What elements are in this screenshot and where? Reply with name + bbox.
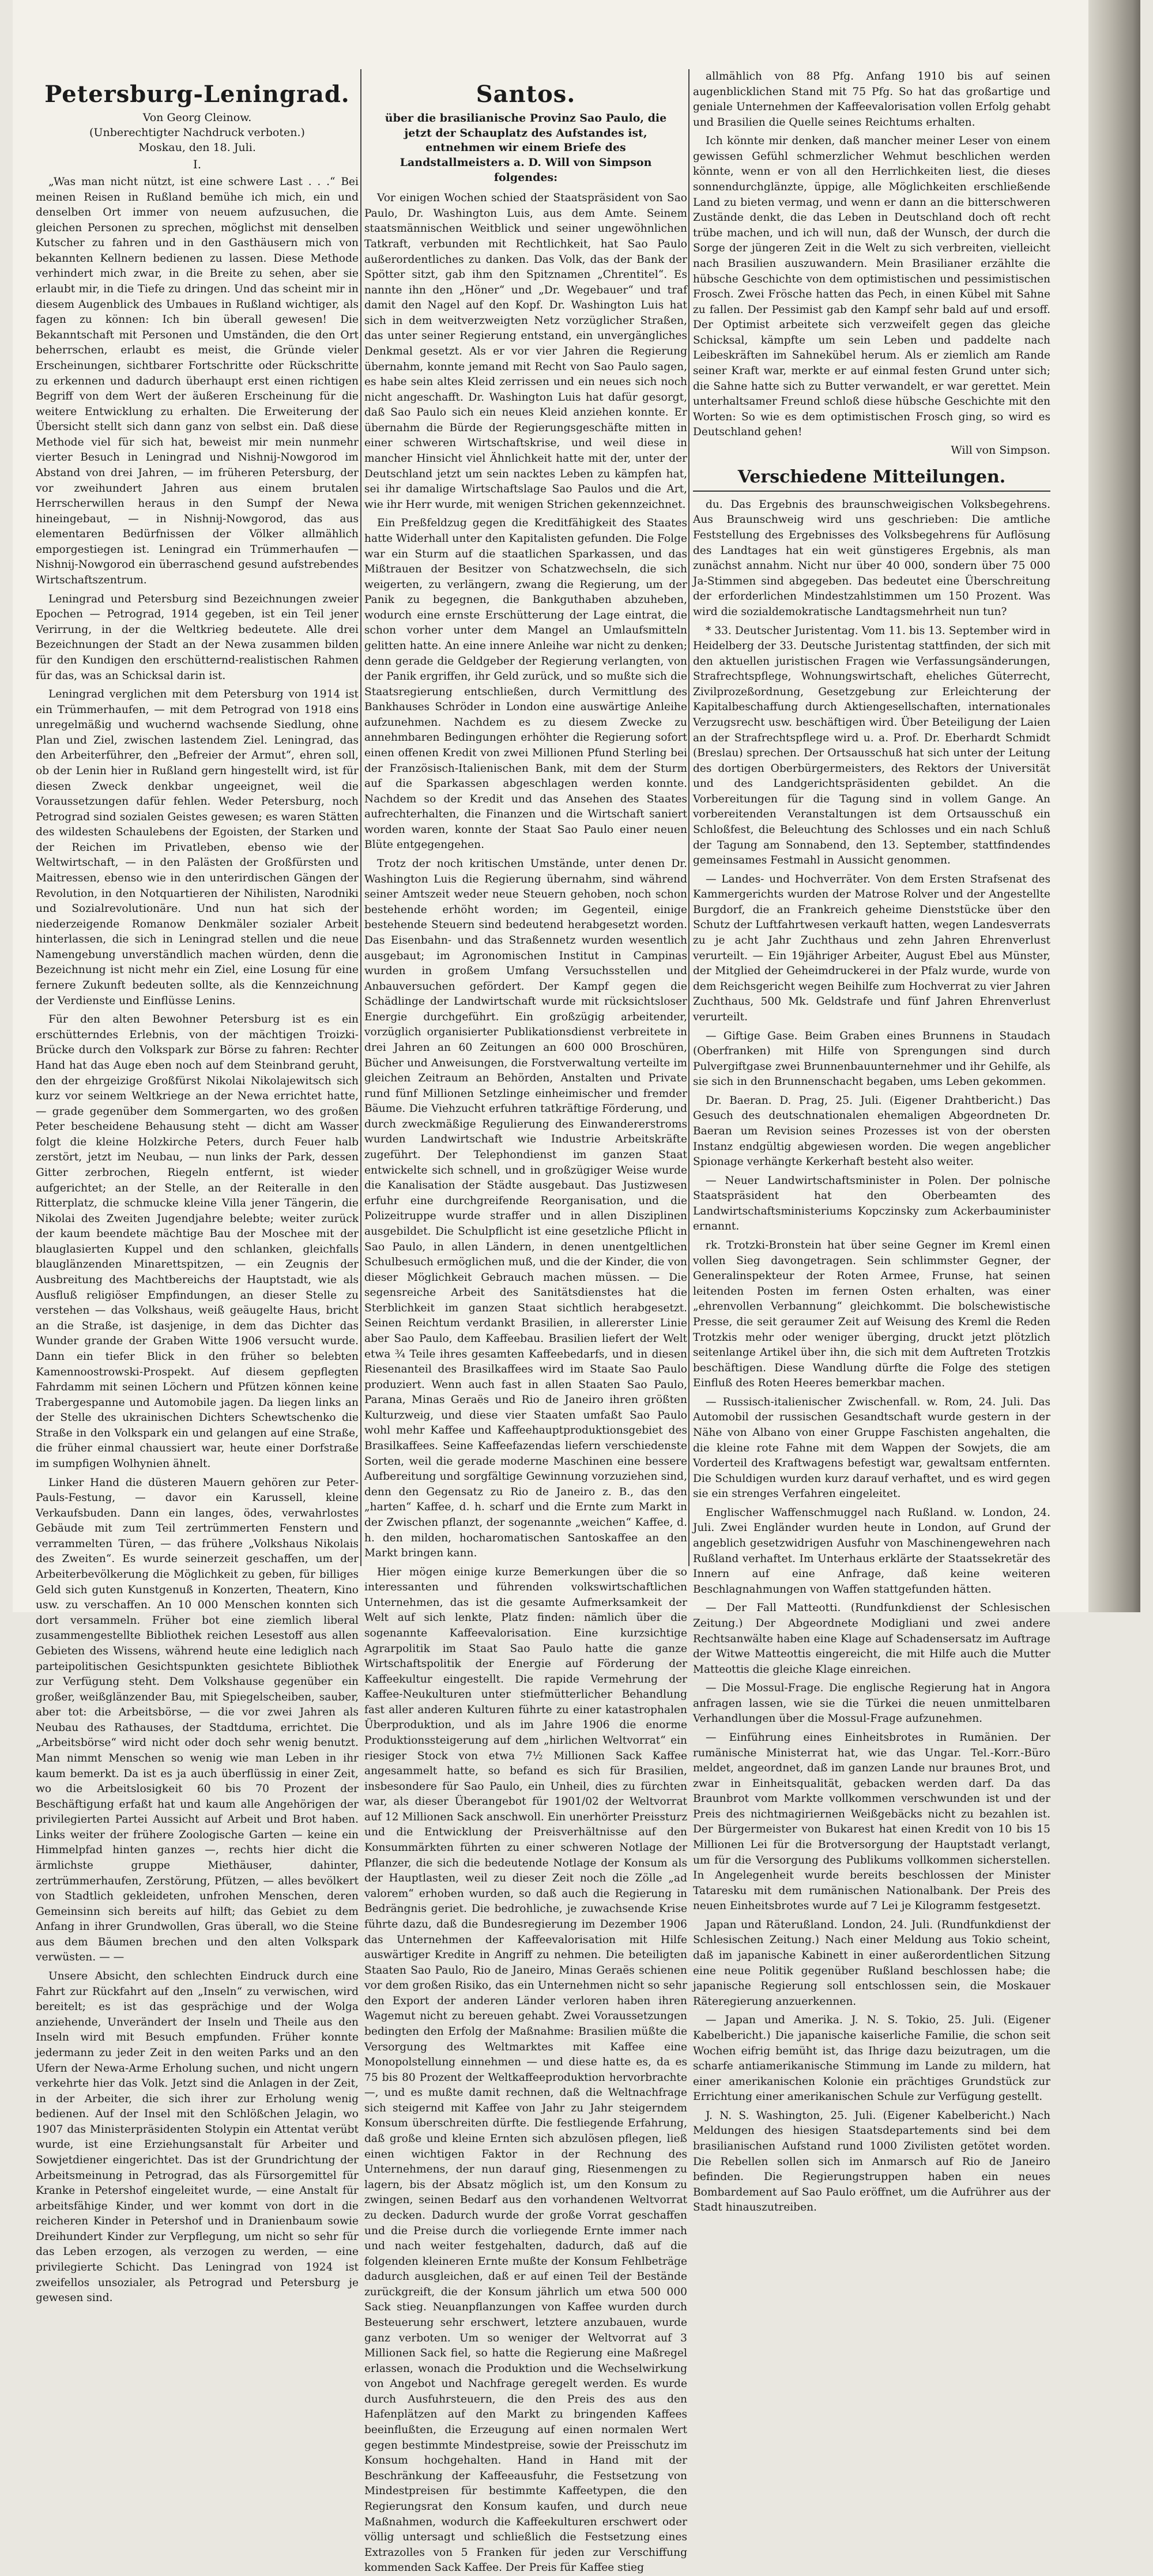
news-item: — Der Fall Matteotti. (Rundfunkdienst der Schlesischen Zeitung.) Der Abgeordnete Modigliani und zwei andere Rechtsanwälte haben eine Klage auf Schadensersatz im Auftrage der Witwe Matteottis eingereicht, die mit Hilfe auch die Mutter Matteottis die gleiche Klage einreichen. [693,1602,1050,1676]
article-lead: über die brasilianische Provinz Sao Paulo, die jetzt der Schauplatz des Aufstandes ist, entnehmen wir einem Briefe des Landstallmeisters a. D. Will von Simpson folgendes: [385,112,667,184]
column-rule [688,69,689,1566]
article-author: Von Georg Cleinow. [142,111,252,124]
paragraph: Trotz der noch kritischen Umstände, unter denen Dr. Washington Luis die Regierung übernahm, sind während seiner Amtszeit weder neue Steuern gehoben, noch schon bestehende erhöht worden; im Gegenteil, einige bestehende Steuern sind bedeutend herabgesetzt worden. Das Eisenbahn- und das Straßennetz wurden wesentlich ausgebaut; im Agronomischen Institut in Campinas wurden in großem Umfang Versuchsstellen und Anbauversuchen gefördert. Der Kampf gegen die Schädlinge der Landwirtschaft wurde mit rücksichtsloser Energie durchgeführt. Ein großzügig arbeitender, vorzüglich organisierter Publikationsdienst verbreitete in drei Jahren an 60 Zeitungen an 600 000 Broschüren, Bücher und Anweisungen, die Forstverwaltung verteilte im gleichen Zeitraum an Behörden, Anstalten und Private rund fünf Millionen Setzlinge einheimischer und fremder Bäume. Die Viehzucht erfuhren tatkräftige Förderung, und durch zweckmäßige Regulierung des Einwandererstroms wurden Landwirtschaft wie Industrie Arbeitskräfte zugeführt. Der Telephondienst im ganzen Staat entwickelte sich schnell, und in großzügiger Weise wurde die Kanalisation der Städte ausgebaut. Das Justizwesen erfuhr eine durchgreifende Reorganisation, und die Polizeitruppe wurde straffer und in allen Disziplinen ausgebildet. Die Schulpflicht ist eine gesetzliche Pflicht in Sao Paulo, in allen Ländern, in denen unentgeltlichen Schulbesuch ermöglichen muß, und die der Kinder, die von dieser Möglichkeit Gebrauch machen müssen. — Die segensreiche Arbeit des Sanitätsdienstes hat die Sterblichkeit im ganzen Staat sichtlich herabgesetzt. Seinen Reichtum verdankt Brasilien, in allererster Linie aber Sao Paulo, dem Kaffeebau. Brasilien liefert der Welt etwa ¾ Teile ihres gesamten Kaffeebedarfs, und in diesen Riesenanteil des Brasilkaffees wird im Staate Sao Paulo produziert. Wenn auch fast in allen Staaten Sao Paulo, Parana, Minas Geraës und Rio de Janeiro ihren größten Kulturzweig, und diese vier Staaten umfaßt Sao Paulo wohl mehr Kaffee und Kaffeehauptproduktionsgebiet des Brasilkaffees. Seine Kaffeefazendas liefern verschiedenste Sorten, weil die gerade moderne Maschinen eine bessere Aufbereitung und sorgfältige Gewinnung vorzuziehen sind, denn den Gegensatz zu Rio de Janeiro z. B., das den „harten“ Kaffee, d. h. scharf und die Ernte zum Markt in der Zwischen pflanzt, der sogenannte „weichen“ Kaffee, d. h. den milden, hocharomatischen Santoskaffee an den Markt bringen kann. [364,858,687,1560]
paragraph: Ein Preßfeldzug gegen die Kreditfähigkeit des Staates hatte Widerhall unter den Kapitalisten gefunden. Die Folge war ein Sturm auf die staatlichen Sparkassen, und das Mißtrauen der Besitzer von Schatzwechseln, die sich weigerten, zu verlängern, zwang die Regierung, um der Panik zu begegnen, die Bankguthaben abzuheben, wodurch eine ernste Erschütterung der Lage eintrat, die schon vorher unter dem Mangel an Umlaufsmitteln gelitten hatte. An eine innere Anleihe war nicht zu denken; denn gerade die Geldgeber der Regierung verlangten, von der Panik ergriffen, ihr Geld zurück, und so mußte sich die Staatsregierung entschließen, durch Vermittlung des Bankhauses Schröder in London eine auswärtige Anleihe aufzunehmen. Nachdem es zu diesem Zwecke zu annehmbaren Bedingungen erhöhter die Regierung sofort einen offenen Kredit von zwei Millionen Pfund Sterling bei der Französisch-Italienischen Bank, mit dem der Sturm auf die Sparkassen abgeschlagen werden konnte. Nachdem so der Kredit und das Ansehen des Staates aufrechterhalten, die Finanzen und die Wirtschaft saniert worden waren, konnte der Staat Sao Paulo einer neuen Blüte entgegengehen. [364,517,687,851]
newspaper-page [13,0,1140,2574]
news-item: — Landes- und Hochverräter. Von dem Ersten Strafsenat des Kammergerichts wurden der Matrose Rolver und der Angestellte Burgdorf, die an Frankreich geheime Dienststücke über den Schutz der Luftfahrtwesen verkauft hatten, wegen Landesverrats zu je acht Jahr Zuchthaus und zehn Jahren Ehrenverlust verurteilt. — Ein 19jähriger Arbeiter, August Ebel aus Münster, der Mitglied der Geheimdruckerei in der Pfalz wurde, wurde von dem Reichsgericht wegen Beihilfe zum Hochverrat zu vier Jahren Zuchthaus, 500 Mk. Geldstrafe und fünf Jahren Ehrenverlust verurteilt. [693,873,1051,1023]
news-item: — Neuer Landwirtschaftsminister in Polen. Der polnische Staatspräsident hat den Oberbeamten des Landwirtschaftsministeriums Kopczinsky zum Ackerbauminister ernannt. [693,1174,1050,1233]
signature: Will von Simpson. [951,443,1050,457]
news-item: du. Das Ergebnis des braunschweigischen Volksbegehrens. Aus Braunschweig wird uns geschrieben: Die amtliche Feststellung des Ergebnisses des Volksbegehrens für Auflösung des Landtages hat ein weit günstigeres Ergebnis, als man zunächst annahm. Nicht nur über 40 000, sondern über 75 000 Ja-Stimmen sind abgegeben. Das bedeutet eine Überschreitung der erforderlichen Mindestzahlstimmen um 150 Prozent. Was wird die sozialdemokratische Landtagsmehrheit nun tun? [693,498,1050,618]
section-number: I. [193,157,202,171]
paragraph: allmählich von 88 Pfg. Anfang 1910 bis auf seinen augenblicklichen Stand mit 75 Pfg. So hat das großartige und geniale Unternehmen der Kaffeevalorisation vollen Erfolg gehabt und Brasilien die Quelle seines Reichtums erhalten. [693,70,1050,129]
news-item: rk. Trotzki-Bronstein hat über seine Gegner im Kreml einen vollen Sieg davongetragen. Sein schlimmster Gegner, der Generalinspekteur der Roten Armee, Frunse, hat seinen leitenden Posten im fernen Osten erhalten, was einer „ehrenvollen Verbannung“ gleichkommt. Die bolschewistische Presse, die seit geraumer Zeit auf Weisung des Kreml die Reden Trotzkis mehr oder weniger überging, druckt jetzt plötzlich seitenlange Artikel über ihn, die sich mit dem Auftreten Trotzkis beschäftigen. Diese Wandlung dürfte die Folge des stetigen Einfluß des Roten Heeres bemerkbar machen. [693,1239,1050,1390]
book-binding [1088,0,1140,1612]
news-item: Japan und Räterußland. London, 24. Juli. (Rundfunkdienst der Schlesischen Zeitung.) Nach einer Meldung aus Tokio scheint, daß im japanische Kabinett in einer außerordentlichen Sitzung eine neue Politik gegenüber Rußland beschlossen habe; die japanische Regierung soll entschlossen sein, die Moskauer Räteregierung anzuerkennen. [693,1918,1050,2008]
news-item: J. N. S. Washington, 25. Juli. (Eigener Kabelbericht.) Nach Meldungen des hiesigen Staatsdepartements sind bei dem brasilianischen Aufstand rund 1000 Zivilisten getötet worden. Die Rebellen sollen sich im Anmarsch auf Rio de Janeiro befinden. Die Regierungstruppen haben ein neues Bombardement auf Sao Paulo eröffnet, um die Aufrührer aus der Stadt hinauszutreiben. [693,2109,1050,2214]
paragraph: Leningrad verglichen mit dem Petersburg von 1914 ist ein Trümmerhaufen, — mit dem Petrograd von 1918 eins unregelmäßig und wuchernd wachsende Siedlung, ohne Plan und Ziel, zwischen lastendem Ziel. Leningrad, das den Arbeiterführer, den „Befreier der Armut“, ehren soll, ob der Lenin hier in Rußland gern hingestellt wird, ist für diesen Zweck denkbar ungeeignet, weil die Voraussetzungen dafür fehlen. Weder Petersburg, noch Petrograd sind sozialen Geistes gewesen; es waren Stätten des wildesten Schaulebens der Egoisten, der Starken und der Reichen im Privatleben, ebenso wie der Weltwirtschaft, — in den Palästen der Großfürsten und Maitressen, ebenso wie in den unterirdischen Gängen der Revolution, in den Notquartieren der Nihilisten, Narodniki und Sozialrevolutionäre. Und nun hat sich der niederzeigende Romanow Denkmäler sozialer Arbeit hinterlassen, die sich in Leningrad stellen und die neue Namengebung unverständlich machen würden, denn die Bezeichnung ist nicht mehr ein Ziel, eine Losung für eine fernere Zukunft bedeuten sollte, als die Kennzeichnung der Verdienste und Einflüsse Lenins. [36,688,359,1007]
dateline: Moskau, den 18. Juli. [138,141,256,154]
paragraph: Für den alten Bewohner Petersburg ist es ein erschütterndes Erlebnis, von der mächtigen Troizki-Brücke durch den Volkspark zur Börse zu fahren: Rechter Hand hat das Auge eben noch auf dem Steinbrand geruht, den der ehrgeizige Großfürst Nikolai Nikolajewitsch sich kurz vor seinem Weltkriege an der Newa errichtet hatte, — grade gegenüber dem Sommergarten, wo des großen Peter bescheidene Behausung steht — dicht am Wasser folgt die kleine Holzkirche Peters, durch Feuer halb zerstört, jetzt im Neubau, — nun links der Park, dessen Gitter zerbrochen, Riegeln entfernt, ist wieder aufgerichtet; an der Stelle, an der Reiteralle in den Ritterplatz, die schmucke kleine Villa jener Tängerin, die Nikolai des Zweiten Jugendjahre belebte; weiter zurück der kaum beendete mächtige Bau der Moschee mit der blauglasierten Kuppel und den schlanken, gleichfalls blauglänzenden Minarettspitzen, — ein Zeugnis der Ausbreitung des Machtbereichs der Hauptstadt, wie als Ausfluß religiöser Empfindungen, an dieser Stelle zu verstehen — das Volkshaus, weiß geäugelte Haus, bricht an die Straße, ist dasjenige, in dem das Dichter das Wunder grande der Graben Witte 1906 versucht wurde. Dann ein tiefer Blick in den früher so belebten Kamennoostrowski-Prospekt. Auf diesem gepflegten Fahrdamm mit seinen Löchern und Pfützen können keine Trabergespanne und Automobile jagen. Da liegen links an der Stelle des ukrainischen Dichters Schewtschenko die Straße in den Volkspark ein und gelangen auf eine Straße, die früher einmal chaussiert war, heute einer Dorfstraße im sumpfigen Wolhynien ähnelt. [36,1013,359,1470]
news-item: Englischer Waffenschmuggel nach Rußland. w. London, 24. Juli. Zwei Engländer wurden heute in London, auf Grund der angeblich gesetzwidrigen Ausfuhr von Maschinengewehren nach Rußland verhaftet. Im Unterhaus erklärte der Staatssekretär des Innern auf eine Anfrage, daß keine weiteren Beschlagnahmungen von Waffen stattgefunden hätten. [693,1506,1050,1596]
article-title: Santos. [476,81,576,108]
section-heading: Verschiedene Mitteilungen. [693,467,1050,492]
news-item: — Die Mossul-Frage. Die englische Regierung hat in Angora anfragen lassen, wie sie die Türkei die neuen unmittelbaren Verhandlungen über die Mossul-Frage aufzunehmen. [693,1682,1050,1725]
news-item: Dr. Baeran. D. Prag, 25. Juli. (Eigener Drahtbericht.) Das Gesuch des deutschnationalen ehemaligen Abgeordneten Dr. Baeran um Revision seines Prozesses ist von der obersten Instanz endgültig abgewiesen worden. Die wegen angeblicher Spionage verhängte Kerkerhaft besteht also weiter. [693,1094,1050,1168]
column-mitteilungen [693,69,1051,2214]
paragraph: „Was man nicht nützt, ist eine schwere Last . . .“ Bei meinen Reisen in Rußland bemühe ich mich, ein und denselben Ort immer von neuem aufzusuchen, die gleichen Personen zu sprechen, möglichst mit denselben Kutscher zu fahren und in den Gasthäusern mich von bekannten Kellnern bedienen zu lassen. Diese Methode verhindert mich zwar, in die Breite zu sehen, aber sie erlaubt mir, in die Tiefe zu dringen. Und das scheint mir in diesem Augenblick des Umbaues in Rußland wichtiger, als fagen zu können: Ich bin überall gewesen! Die Bekanntschaft mit Personen und Umständen, die den Ort beherrschen, erlaubt es meist, die Gründe vieler Erscheinungen, sichtbarer Fortschritte oder Rückschritte zu erkennen und dadurch überhaupt erst einen richtigen Begriff von dem Wert der äußeren Erscheinung für die weitere Entwicklung zu erhalten. Die Erweiterung der Übersicht stellt sich dann ganz von selbst ein. Daß diese Methode viel für sich hat, beweist mir mein nunmehr vierter Besuch in Leningrad und Nishnij-Nowgorod im Abstand von drei Jahren, — im früheren Petersburg, der vor zweihundert Jahren aus einem brutalen Herrscherwillen heraus in den Sumpf der Newa hineingebaut, — in Nishnij-Nowgorod, das aus elementaren Bedürfnissen der Völker allmählich emporgestiegen ist. Leningrad ein Trümmerhaufen — Nishnij-Nowgorod ein überraschend gesund aufstrebendes Wirtschaftszentrum. [36,176,359,587]
column-santos [364,69,687,2574]
paragraph: Hier mögen einige kurze Bemerkungen über die so interessanten und führenden volkswirtschaftlichen Unternehmen, das ist die gesamte Aufmerksamkeit der Welt auf sich lenkte, Platz finden: nämlich über die sogenannte Kaffeevalorisation. Eine kurzsichtige Agrarpolitik im Staat Sao Paulo hatte die ganze Wirtschaftspolitik der Energie auf Förderung der Kaffeekultur eingestellt. Die rapide Vermehrung der Kaffee-Neukulturen unter stiefmütterlicher Behandlung fast aller anderen Kulturen führte zu einer katastrophalen Überproduktion, und als im Jahre 1906 die enorme Produktionssteigerung auf dem „hirlichen Weltvorrat“ ein riesiger Stock von etwa 7½ Millionen Sack Kaffee angesammelt hatte, so befand es sich für Brasilien, insbesondere für Sao Paulo, ein Unheil, dies zu fürchten war, als dieser Überangebot für 1901/02 der Weltvorrat auf 12 Millionen Sack anschwoll. Ein unerhörter Preissturz und die Entwicklung der Preisverhältnisse auf den Konsummärkten führten zu einer schweren Notlage der Pflanzer, die sich die bedeutende Notlage der Konsum als der Hauptlasten, weil zu dieser Zeit noch die Zölle „ad valorem“ erhoben wurden, so daß auch die Regierung in Bedrängnis geriet. Die bedrohliche, je zuwachsende Krise führte dazu, daß die Bundesregierung im Dezember 1906 das Unternehmen der Kaffeevalorisation mit Hilfe auswärtiger Kredite in Angriff zu nehmen. Die beteiligten Staaten Sao Paulo, Rio de Janeiro, Minas Geraës schienen vor dem großen Risiko, das ein Unternehmen nicht so sehr den Export der anderen Länder verloren haben ihren Wagemut nicht zu bereuen gehabt. Zwei Voraussetzungen bedingten den Erfolg der Maßnahme: Brasilien müßte die Versorgung des Weltmarktes mit Kaffee eine Monopolstellung einnehmen — und diese hatte es, da es 75 bis 80 Prozent der Weltkaffeeproduktion hervorbrachte —, und es mußte damit rechnen, daß die Weltnachfrage sich steigernd mit Kaffee von Jahr zu Jahr steigerndem Konsum überschreiten dürfte. Die festliegende Erfahrung, daß große und kleine Ernten sich abzulösen pflegen, ließ einen wichtigen Faktor in der Rechnung des Unternehmens, der nun darauf ging, Riesenmengen zu lagern, bis der Absatz möglich ist, um den Konsum zu zwingen, seinen Bedarf aus den vorhandenen Weltvorrat zu decken. Dadurch wurde der große Vorrat geschaffen und die Preise durch die vorliegende Ernte immer nach und nach weiter festgehalten, dadurch, daß auf die folgenden kleineren Ernte mußte der Konsum Fehlbeträge dadurch ausgleichen, daß er auf einen Teil der Bestände zurückgreift, die der Konsum jährlich um etwa 500 000 Sack stieg. Neuanpflanzungen von Kaffee wurden durch Besteuerung sehr erschwert, letztere anzubauen, wurde ganz verboten. Um so weniger der Weltvorrat auf 3 Millionen Sack fiel, so hatte die Regierung eine Maßregel erlassen, wonach die Produktion und die Wechselwirkung von Angebot und Nachfrage geregelt werden. Es wurde durch Ausfuhrsteuern, die den Preis des aus den Hafenplätzen auf den Markt zu bringenden Kaffees beeinflußten, die Erzeugung auf einen normalen Wert gegen bestimmte Mindestpreise, sowie der Preisschutz im Konsum hochgehalten. Hand in Hand mit der Beschränkung der Kaffeeausfuhr, die Festsetzung von Mindestpreisen für bestimmte Kaffeetypen, die den Regierungsrat den Konsum kaufen, und durch neue Maßnahmen, wodurch die Kaffeekulturen erschwert oder völlig untersagt und schließlich die Festsetzung eines Extrazolles von 5 Franken für jeden zur Verschiffung kommenden Sack Kaffee. Der Preis für Kaffee stieg [364,1566,687,2574]
paragraph: Vor einigen Wochen schied der Staatspräsident von Sao Paulo, Dr. Washington Luis, aus dem Amte. Seinem staatsmännischen Weitblick und seiner ungewöhnlichen Tatkraft, verbunden mit Rechtlichkeit, hat Sao Paulo außerordentliches zu danken. Das Volk, das der Bank der Spötter sitzt, gab ihm den Spitznamen „Chrentitel“. Es nannte ihn den „Höner“ und „Dr. Wegebauer“ und traf damit den Nagel auf den Kopf. Dr. Washington Luis hat sich in dem weitverzweigten Netz vorzüglicher Straßen, das unter seiner Regierung entstand, ein unvergängliches Denkmal gesetzt. Als er vor vier Jahren die Regierung übernahm, konnte jemand mit Recht von Sao Paulo sagen, es habe sein altes Kleid zerrissen und ein neues sich noch nicht angeschafft. Dr. Washington Luis hat dafür gesorgt, daß Sao Paulo sich ein neues Kleid anziehen konnte. Er übernahm die Bürde der Regierungsgeschäfte mitten in einer schweren Wirtschaftskrise, und weil diese in mancher Hinsicht viel Ähnlichkeit hatte mit der, unter der Deutschland jetzt um sein nacktes Leben zu kämpfen hat, sei ihr damalige Wirtschaftslage Sao Paulos und die Art, wie ihr Herr wurde, mit wenigen Strichen gekennzeichnet. [364,192,687,511]
column-petersburg-leningrad [36,69,359,2305]
copyright-note: (Unberechtigter Nachdruck verboten.) [89,126,305,139]
news-item: — Giftige Gase. Beim Graben eines Brunnens in Staudach (Oberfranken) mit Hilfe von Sprengungen sind durch Pulvergiftgase zwei Brunnenbauunternehmer und ihr Gehilfe, als sie sich in den Brunnenschacht begaben, ums Leben gekommen. [693,1029,1050,1088]
news-item: * 33. Deutscher Juristentag. Vom 11. bis 13. September wird in Heidelberg der 33. Deutsche Juristentag stattfinden, der sich mit den aktuellen juristischen Fragen wie Verfassungsänderungen, Strafrechtspflege, Wohnungswirtschaft, eheliches Güterrecht, Zivilprozeßordnung, Gesetzgebung zur Erleichterung der Kapitalbeschaffung durch Aktiengesellschaften, internationales Verzugsrecht usw. beschäftigen wird. Über Beteiligung der Laien an der Strafrechtspflege wird u. a. Prof. Dr. Eberhardt Schmidt (Breslau) sprechen. Der Ortsausschuß hat sich unter der Leitung des dortigen Oberbürgermeisters, des Rektors der Universität und des Landgerichtspräsidenten gebildet. An die Vorbereitungen für die Tagung sind in vollem Gange. An vorbereitenden Veranstaltungen ist dem Ortsausschuß ein Schloßfest, die Beleuchtung des Schlosses und ein nach Schluß der Tagung am Sonnabend, den 13. September, stattfindendes gemeinsames Festmahl in Aussicht genommen. [693,624,1050,867]
paragraph: Ich könnte mir denken, daß mancher meiner Leser von einem gewissen Gefühl schmerzlicher Wehmut beschlichen werden könnte, wenn er von all den Herrlichkeiten liest, die dieses sonnendurchglänzte, üppige, alle Möglichkeiten erschließende Land zu bieten vermag, und wenn er dann an die bitterschweren Zustände denkt, die das Leben in Deutschland doch oft recht trübe machen, und ich will nun, daß der Wunsch, der durch die Sorge der jüngeren Zeit in die Welt zu sich verbreiten, vielleicht nach Brasilien auszuwandern. Mein Brasilianer erzählte die hübsche Geschichte von dem optimistischen und pessimistischen Frosch. Zwei Frösche hatten das Pech, in einen Kübel mit Sahne zu fallen. Der Pessimist gab den Kampf sehr bald auf und ersoff. Der Optimist arbeitete sich verzweifelt gegen das gleiche Schicksal, kämpfte um sein Leben und paddelte nach Leibeskräften im Sahnekübel herum. Als er ziemlich am Rande seiner Kraft war, merkte er auf einmal festen Grund unter sich; die Sahne hatte sich zu Butter verwandelt, er war gerettet. Mein unterhaltsamer Freund schloß diese hübsche Geschichte mit den Worten: So wie es dem optimistischen Frosch ging, so wird es Deutschland gehen! [693,135,1050,439]
news-item: — Einführung eines Einheitsbrotes in Rumänien. Der rumänische Ministerrat hat, wie das Ungar. Tel.-Korr.-Büro meldet, angeordnet, daß im ganzen Lande nur braunes Brot, und zwar in Einheitsqualität, gebacken werden darf. Da das Braunbrot vom Markte vollkommen verschwunden ist und der Preis des nichtmagiriernen Weißgebäcks nicht zu bezahlen ist. Der Bürgermeister von Bukarest hat einen Kredit von 10 bis 15 Millionen Lei für die Brotversorgung der Hauptstadt verlangt, um für die Versorgung des Publikums vollkommen sicherstellen. In Angelegenheit wurde bereits beschlossen der Minister Tataresku mit dem rumänischen Nationalbank. Der Preis des neuen Einheitsbrotes wurde auf 7 Lei je Kilogramm festgesetzt. [693,1731,1050,1913]
article-title: Petersburg-Leningrad. [44,81,350,108]
column-rule [360,69,361,1566]
news-item: — Japan und Amerika. J. N. S. Tokio, 25. Juli. (Eigener Kabelbericht.) Die japanische kaiserliche Familie, die schon seit Wochen eifrig bemüht ist, das Ihrige dazu beizutragen, um die scharfe antiamerikanische Stimmung im Lande zu mildern, hat einer amerikanischen Kolonie ein prächtiges Grundstück zur Errichtung einer amerikanischen Schule zur Verfügung gestellt. [693,2014,1050,2103]
paragraph: Linker Hand die düsteren Mauern gehören zur Peter-Pauls-Festung, — davor ein Karussell, kleine Verkaufsbuden. Dann ein langes, ödes, verwahrlostes Gebäude mit zum Teil zertrümmerten Fenstern und verrammelten Türen, — das frühere „Volkshaus Nikolais des Zweiten“. Es wurde seinerzeit geschaffen, um der Arbeiterbevölkerung die Möglichkeit zu geben, für billiges Geld sich guten Kunstgenuß in Konzerten, Theatern, Kino usw. zu verschaffen. An 10 000 Menschen konnten sich dort versammeln. Früher bot eine ziemlich liberal zusammengestellte Bibliothek reichen Lesestoff aus allen Gebieten des Wissens, während heute eine lediglich nach parteipolitischen Gesichtspunkten gesichtete Bibliothek zur Verfügung steht. Dem Volkshause gegenüber ein großer, weißglänzender Bau, mit Spiegelscheiben, sauber, aber tot: die Arbeitsbörse, — die vor zwei Jahren als Neubau des Rathauses, der Stadtduma, errichtet. Die „Arbeitsbörse“ wird nicht oder doch sehr wenig benutzt. Man nimmt Menschen so wenig wie man Leben in ihr kaum bemerkt. Da ist es ja auch überflüssig in einer Zeit, wo die Arbeitslosigkeit 60 bis 70 Prozent der Beschäftigung erfaßt hat und kaum alle Angehörigen der privilegierten Partei Aussicht auf Arbeit und Brot haben. Links weiter der frühere Zoologische Garten — keine ein Himmelpfad hinten ganzes —, rechts hier dicht die ärmlichste gruppe Miethäuser, dahinter, zertrümmerhaufen, Zerstörung, Pfützen, — alles bevölkert von Stadtlich gekleideten, unfrohen Menschen, deren Gemeinsinn sich bereits auf hilft; das Gebiet zu dem Anfang in ihrer Grundwollen, Gras überall, wo die Steine aus dem Bäumen brechen und den alten Volkspark verwüsten. — — [36,1476,359,1964]
news-item: — Russisch-italienischer Zwischenfall. w. Rom, 24. Juli. Das Automobil der russischen Gesandtschaft wurde gestern in der Nähe von Albano von einer Gruppe Faschisten angehalten, die die kleine rote Fahne mit dem Wappen der Sowjets, die am Vorderteil des Kraftwagens befestigt war, gewaltsam entfernten. Die Schuldigen wurden kurz darauf verhaftet, und es wird gegen sie ein strenges Verfahren eingeleitet. [693,1396,1050,1500]
paragraph: Leningrad und Petersburg sind Bezeichnungen zweier Epochen — Petrograd, 1914 gegeben, ist ein Teil jener Verirrung, in der die Weltkrieg bedeutete. Alle drei Bezeichnungen der Stadt an der Newa zusammen bilden für den Kundigen den erschütternd-realistischen Rahmen für das, was an Schicksal darin ist. [36,593,359,682]
paragraph: Unsere Absicht, den schlechten Eindruck durch eine Fahrt zur Rückfahrt auf den „Inseln“ zu verwischen, wird bereitelt; es ist das gesprächige und der Wolga anziehende, Unverändert der Inseln und Theile aus den Inseln wird mit Besuch empfunden. Früher konnte jedermann zu jeder Zeit in den weiten Parks und an den Ufern der Newa-Arme Erholung suchen, und nicht ungern verkehrte hier das Volk. Jetzt sind die Anlagen in der Zeit, in der Arbeiter, die sich ihrer zur Erholung wenig bedienen. Auf der Insel mit den Schlößchen Jelagin, wo 1907 das Ministerpräsidenten Stolypin ein Attentat verübt wurde, ist eine Erziehungsanstalt für Arbeiter und Sowjetdiener eingerichtet. Das ist der Grundrichtung der Arbeitsmeinung in Petrograd, das als Fürsorgemittel für Kranke in Petershof eingeleitet wurde, — eine Anstalt für arbeitsfähige Kinder, und wer kommt von dort in die reicheren Kinder in Petershof und in Dranienbaum sowie Dreihundert Kinder zur Verpflegung, um nicht so sehr für das Leben erzogen, als verzogen zu werden, — eine privilegierte Schicht. Das Leningrad von 1924 ist zweifellos unsozialer, als Petrograd und Petersburg je gewesen sind. [36,1970,359,2305]
